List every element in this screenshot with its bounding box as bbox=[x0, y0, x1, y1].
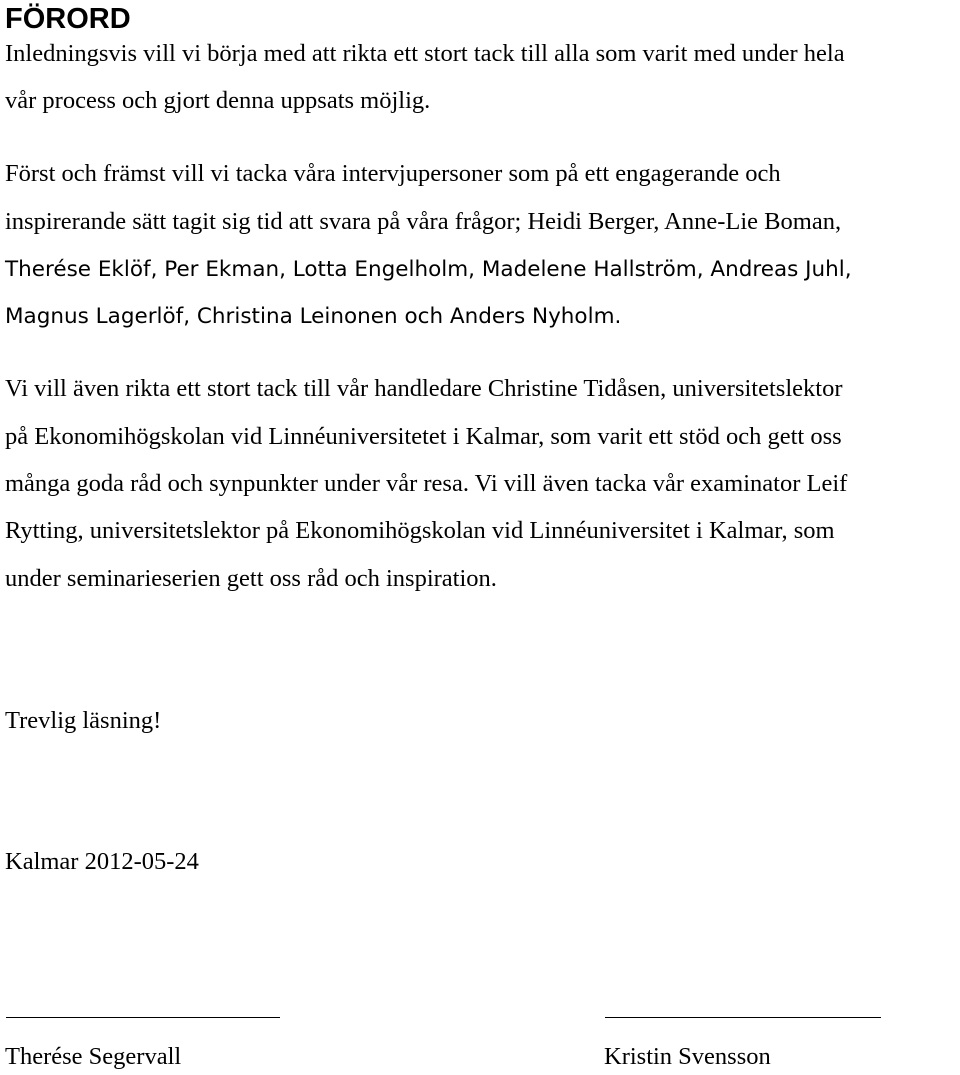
interviewees-line: Magnus Lagerlöf, Christina Leinonen och Anders Nyholm. bbox=[5, 304, 622, 329]
signature-line-left bbox=[6, 1017, 280, 1018]
intro-line: vår process och gjort denna uppsats möjlig. bbox=[5, 87, 431, 114]
supervisor-line: på Ekonomihögskolan vid Linnéuniversitetet i Kalmar, som varit ett stöd och gett oss bbox=[5, 423, 842, 450]
supervisor-line: Vi vill även rikta ett stort tack till vår handledare Christine Tidåsen, universitetslektor bbox=[5, 375, 843, 402]
intro-line: Inledningsvis vill vi börja med att rikta ett stort tack till alla som varit med under hela bbox=[5, 40, 845, 67]
signature-name-left: Therése Segervall bbox=[5, 1043, 182, 1070]
supervisor-line: under seminarieserien gett oss råd och inspiration. bbox=[5, 565, 497, 592]
signature-line-right bbox=[605, 1017, 881, 1018]
supervisor-line: många goda råd och synpunkter under vår resa. Vi vill även tacka vår examinator Leif bbox=[5, 470, 848, 497]
signature-name-right: Kristin Svensson bbox=[604, 1043, 771, 1070]
page-title: FÖRORD bbox=[5, 3, 131, 35]
closing-text: Trevlig läsning! bbox=[5, 707, 162, 734]
place-date: Kalmar 2012-05-24 bbox=[5, 848, 199, 875]
interviewees-line: Therése Eklöf, Per Ekman, Lotta Engelholm, Madelene Hallström, Andreas Juhl, bbox=[5, 257, 852, 282]
interviewees-line: Först och främst vill vi tacka våra intervjupersoner som på ett engagerande och bbox=[5, 160, 781, 187]
supervisor-line: Rytting, universitetslektor på Ekonomihögskolan vid Linnéuniversitet i Kalmar, som bbox=[5, 517, 835, 544]
interviewees-line: inspirerande sätt tagit sig tid att svara på våra frågor; Heidi Berger, Anne-Lie Boman, bbox=[5, 208, 842, 235]
